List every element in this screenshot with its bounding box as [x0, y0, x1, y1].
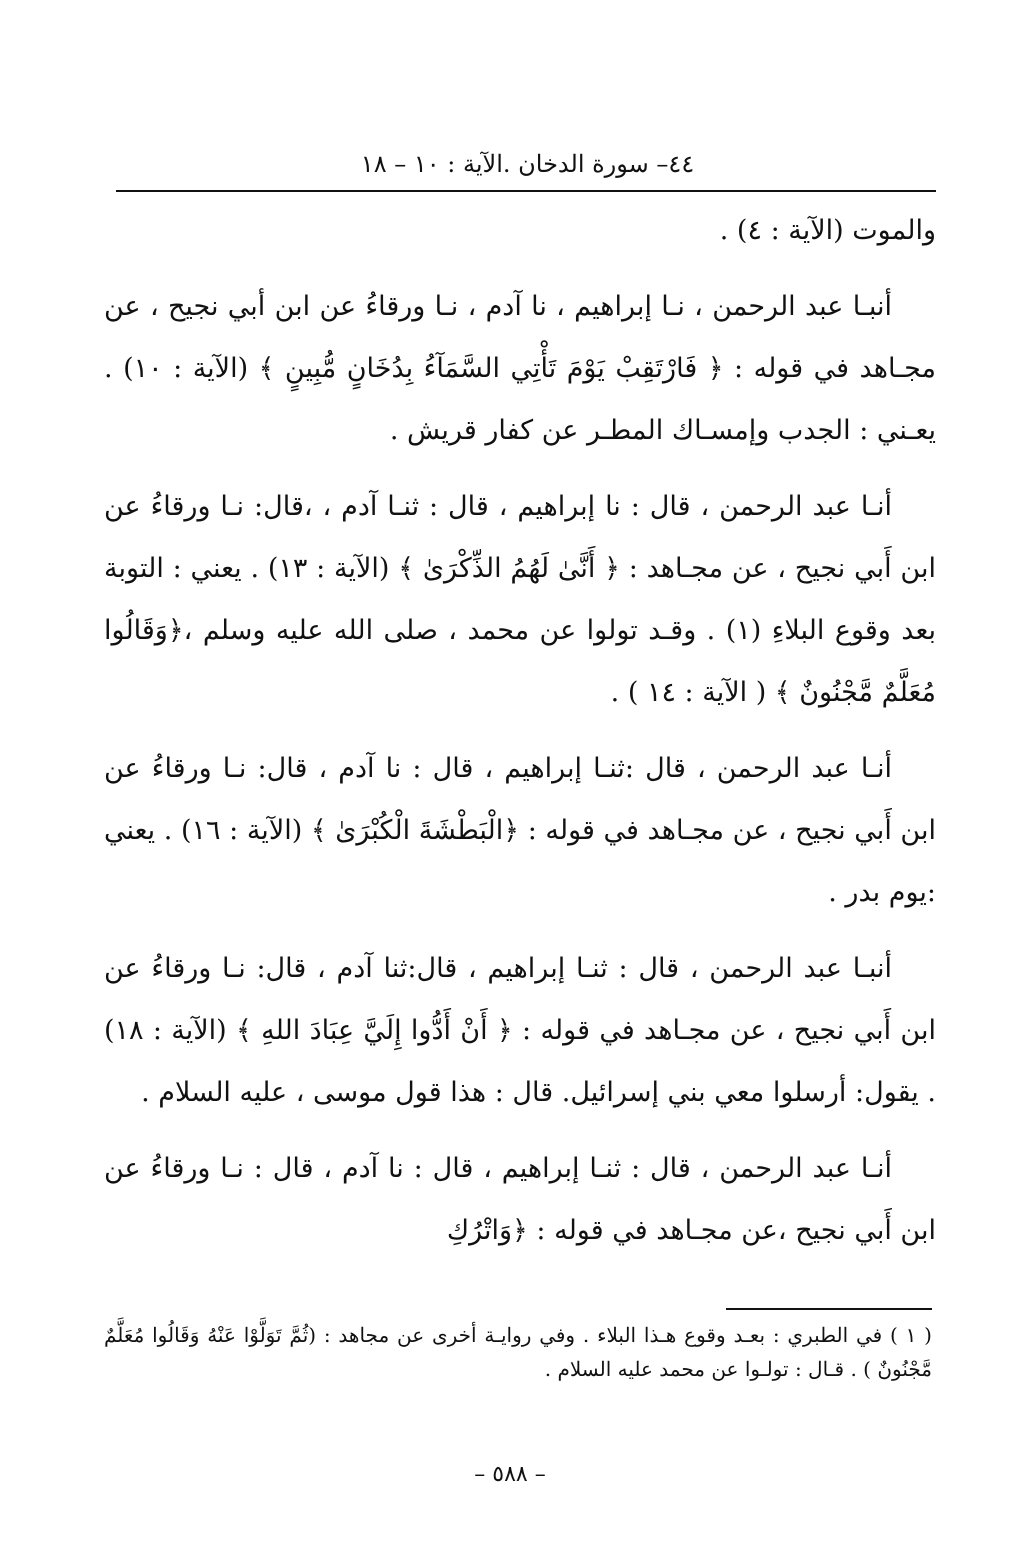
paragraph-verse-18: أنبـا عبد الرحمن ، قال : ثنـا إبراهيم ، قال:ثنا آدم ، قال: نـا ورقاءُ عن ابن أَبي نجيح ، عن مجـاهد في قوله : ﴿ أَنْ أَدُّوا إِلَيَّ عِبَادَ اللهِ ﴾ (الآية : ١٨) . يقول: أرسلوا معي بني إسرائيل. قال : هذا قول موسى ، عليه السلام .	[104, 953, 936, 1108]
main-text	[104, 200, 936, 1276]
footnote-divider	[726, 1308, 932, 1310]
paragraph-continuation: والموت (الآية : ٤) .	[719, 215, 936, 246]
page-number: – ٥٨٨ –	[474, 1462, 546, 1487]
footnote: ( ١ ) في الطبري : بعـد وقوع هـذا البلاء . وفي روايـة أخرى عن مجاهد : (ثُمَّ تَوَلَّوْا عَنْهُ وَقَالُوا مُعَلَّمٌ مَّجْنُونٌ ) . قـال : تولـوا عن محمد عليه السلام .	[104, 1323, 932, 1381]
paragraph-verse-13: أنـا عبد الرحمن ، قال : نا إبراهيم ، قال : ثنـا آدم ، ،قال: نـا ورقاءُ عن ابن أَبي نجيح ، عن مجـاهد : ﴿ أَنَّىٰ لَهُمُ الذِّكْرَىٰ ﴾ (الآية : ١٣) . يعني : التوبة بعد وقوع البلاءِ (١) . وقـد تولوا عن محمد ، صلى الله عليه وسلم ،﴿وَقَالُوا مُعَلَّمٌ مَّجْنُونٌ ﴾ ( الآية : ١٤ ) .	[104, 491, 936, 708]
header-divider	[116, 190, 936, 192]
running-header: ٤٤– سورة الدخان .الآية : ١٠ – ١٨	[360, 150, 695, 178]
paragraph-verse-10: أنبـا عبد الرحمن ، نـا إبراهيم ، نا آدم ، نـا ورقاءُ عن ابن أبي نجيح ، عن مجـاهد في قوله : ﴿ فَارْتَقِبْ يَوْمَ تَأْتِي السَّمَآءُ بِدُخَانٍ مُّبِينٍ ﴾ (الآية : ١٠) . يعـني : الجدب وإمسـاك المطـر عن كفار قريش .	[104, 291, 936, 446]
paragraph-verse-24: أنـا عبد الرحمن ، قال : ثنـا إبراهيم ، قال : نا آدم ، قال : نـا ورقاءُ عن ابن أَبي نجيح ،عن مجـاهد في قوله : ﴿وَاتْرُكِ	[104, 1153, 936, 1246]
paragraph-verse-16: أنـا عبد الرحمن ، قال :ثنـا إبراهيم ، قال : نا آدم ، قال: نـا ورقاءُ عن ابن أَبي نجيح ، عن مجـاهد في قوله : ﴿الْبَطْشَةَ الْكُبْرَىٰ ﴾ (الآية : ١٦) . يعني :يوم بدر .	[104, 753, 936, 908]
